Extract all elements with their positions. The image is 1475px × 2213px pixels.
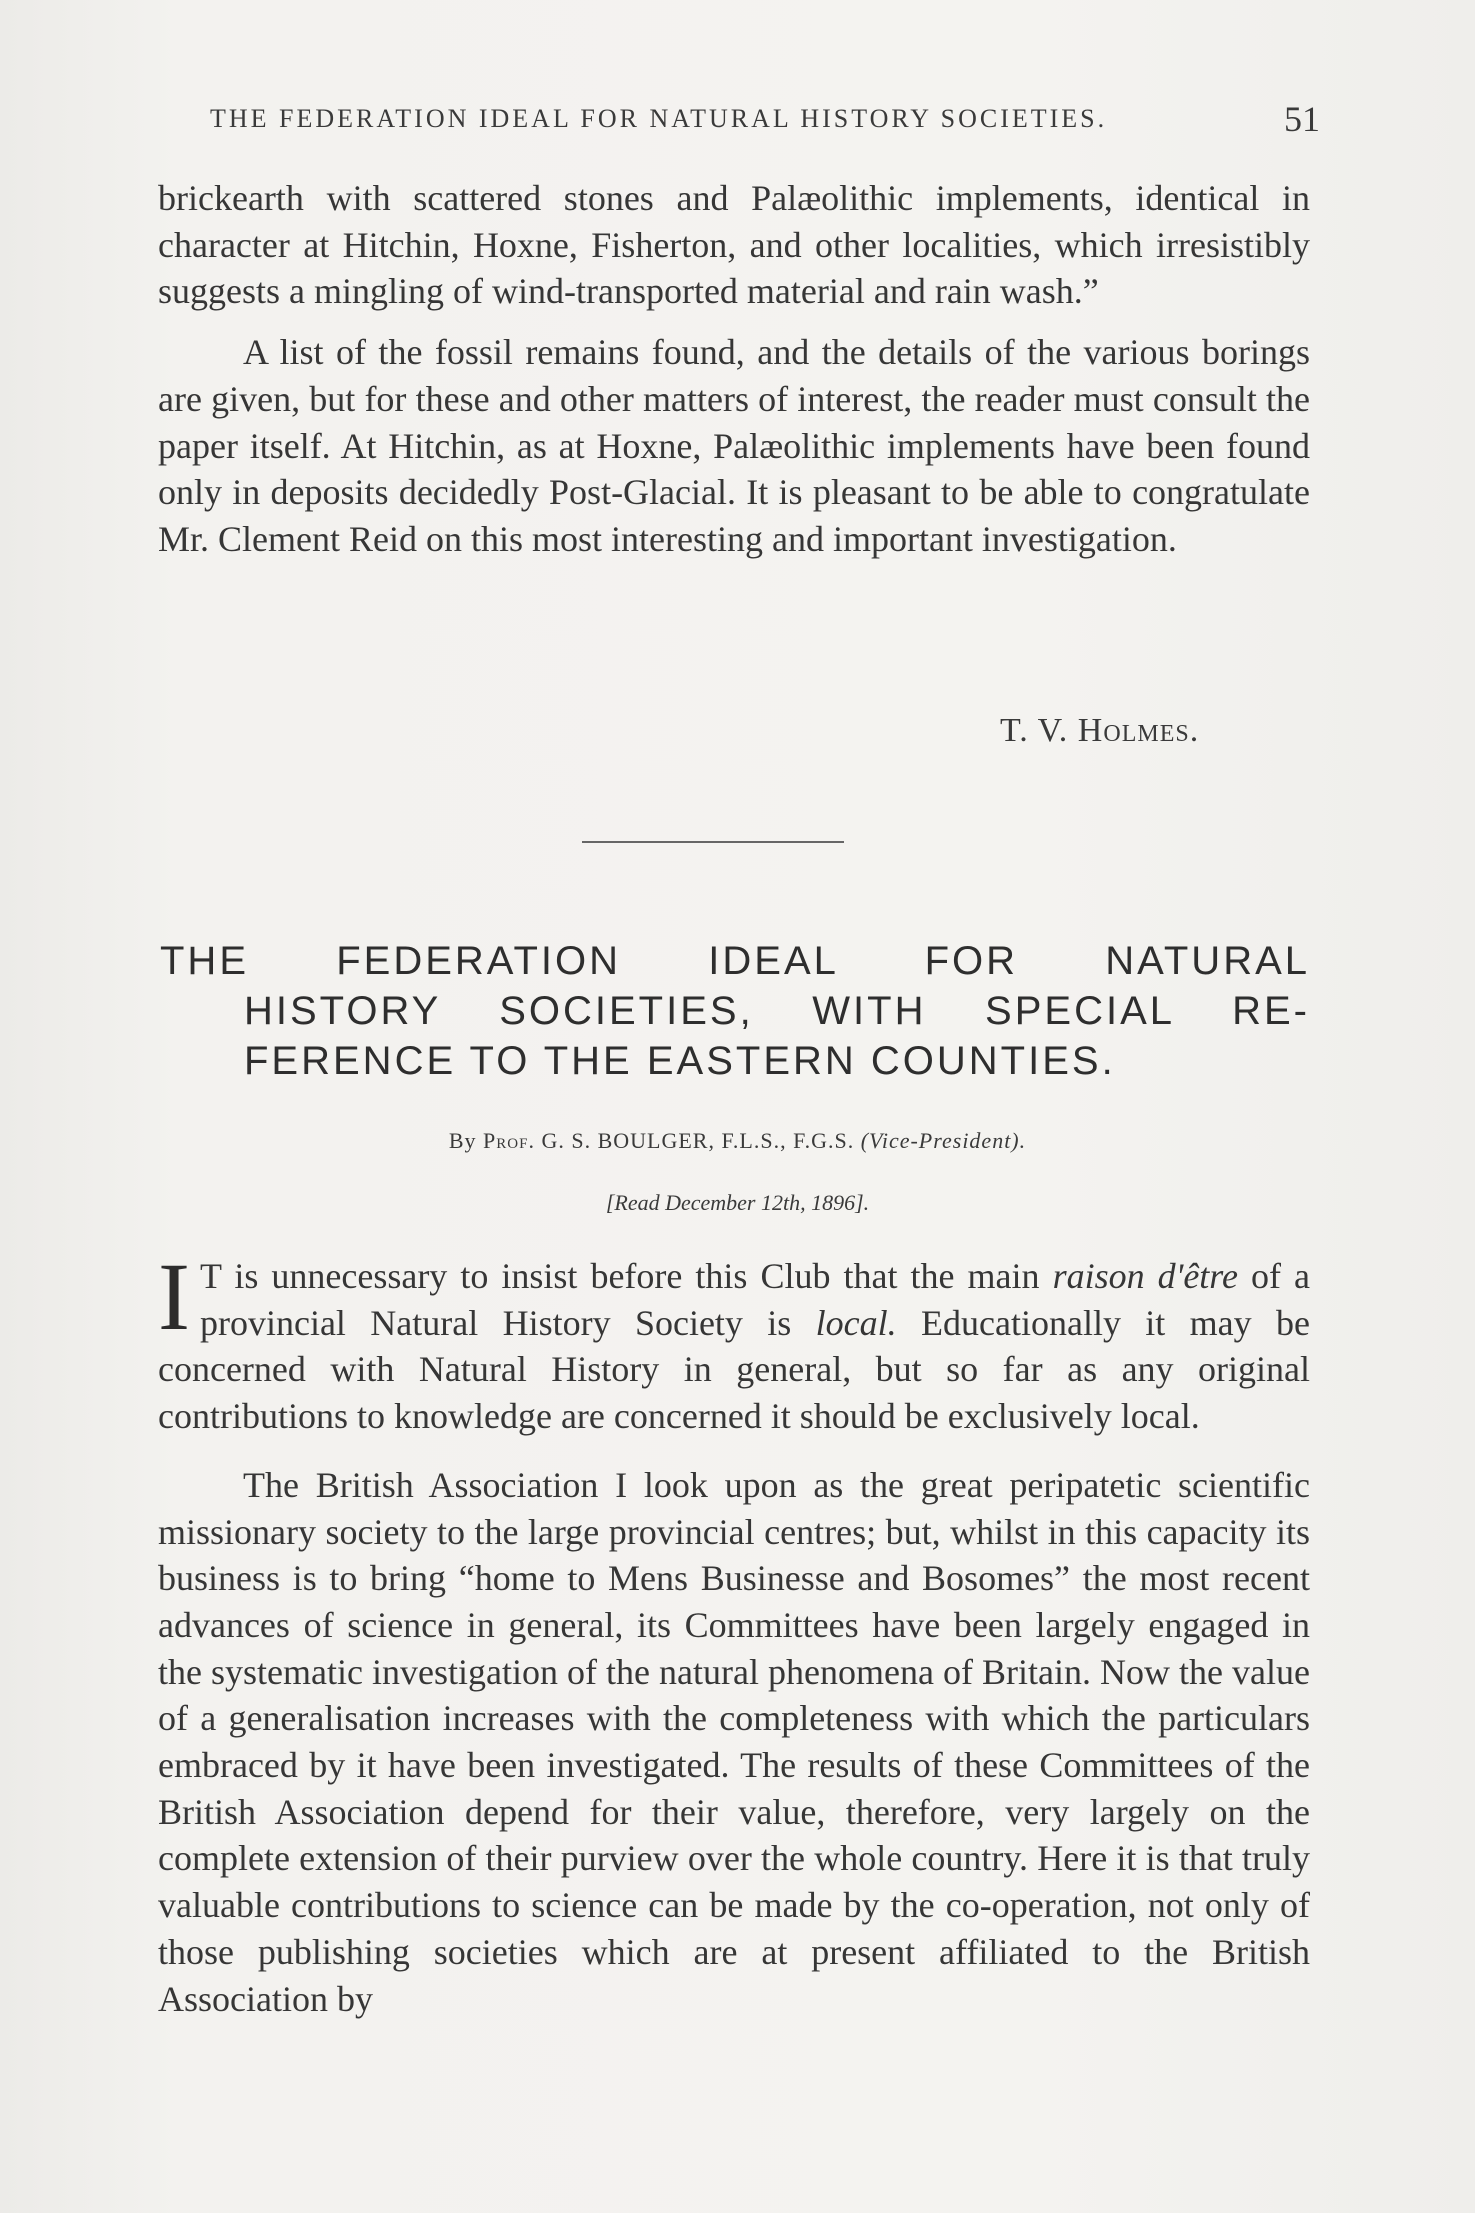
- previous-article-paragraph-1: brickearth with scattered stones and Palæolithic implements, identical in character at Hitchin, Hoxne, Fisherton, and other localities, which irresistibly suggests a mingling of wind-transported material and rain wash.”: [158, 178, 1310, 312]
- paragraph-1-text-c: Educationally it may be concerned with Natural History in general, but so far as any original contributions to knowledge are concerned it should be exclusively local.: [158, 1302, 1310, 1437]
- article-byline: [0, 1128, 1475, 1154]
- article-body: [158, 1243, 1310, 2022]
- previous-article-paragraph-2: A list of the fossil remains found, and the details of the various borings are given, but for these and other matters of interest, the reader must consult the paper itself. At Hitchin, as at Hoxne, Palæolithic implements have been found only in deposits decidedly Post-Glacial. It is pleasant to be able to congratulate Mr. Clement Reid on this most interesting and important investigation.: [158, 332, 1310, 559]
- paragraph-1-text-b: of a provincial Natural History Society is: [199, 1256, 1310, 1343]
- byline-author: Prof. G. S. BOULGER, F.L.S., F.G.S.: [483, 1128, 855, 1153]
- byline-role: (Vice-President).: [860, 1128, 1027, 1153]
- read-date-note: [Read December 12th, 1896].: [605, 1190, 870, 1215]
- article-title-line-1: THE FEDERATION IDEAL FOR NATURAL: [160, 939, 1310, 983]
- article-paragraph-2: The British Association I look upon as the great peripatetic scientific missionary society to the large provincial centres; but, whilst in this capacity its business is to bring “home to Mens Businesse and Bosomes” the most recent advances of science in general, its Committees have been largely engaged in the systematic investigation of the natural phenomena of Britain. Now the value of a generalisation increases with the completeness with which the particulars embraced by it have been investigated. The results of these Committees of the British Association depend for their value, therefore, very largely on the complete extension of their purview over the whole country. Here it is that truly valuable contributions to science can be made by the co-operation, not only of those publishing societies which are at present affiliated to the British Association by: [158, 1464, 1310, 2019]
- paragraph-1-italic-raison: raison d'être: [1052, 1256, 1238, 1296]
- previous-article-text: [158, 175, 1310, 563]
- author-signature: [1000, 712, 1199, 750]
- section-divider: [582, 841, 844, 843]
- article-title: [160, 936, 1310, 1086]
- page-number: 51: [1284, 99, 1320, 139]
- running-head-title: THE FEDERATION IDEAL FOR NATURAL HISTORY SOCIETIES.: [210, 104, 1108, 133]
- article-title-line-2: HISTORY SOCIETIES, WITH SPECIAL RE-: [244, 989, 1310, 1033]
- paragraph-1-italic-local: local.: [815, 1302, 897, 1343]
- running-head: [210, 99, 1320, 139]
- byline-prefix: By: [448, 1128, 477, 1153]
- article-title-line-3: FERENCE TO THE EASTERN COUNTIES.: [244, 1039, 1116, 1083]
- paragraph-1-text-a: T is unnecessary to insist before this Club that the main: [199, 1256, 1053, 1296]
- drop-cap: I: [158, 1243, 190, 1350]
- article-paragraph-1: [158, 1243, 1310, 1440]
- signature-text: T. V. Holmes.: [1000, 712, 1200, 749]
